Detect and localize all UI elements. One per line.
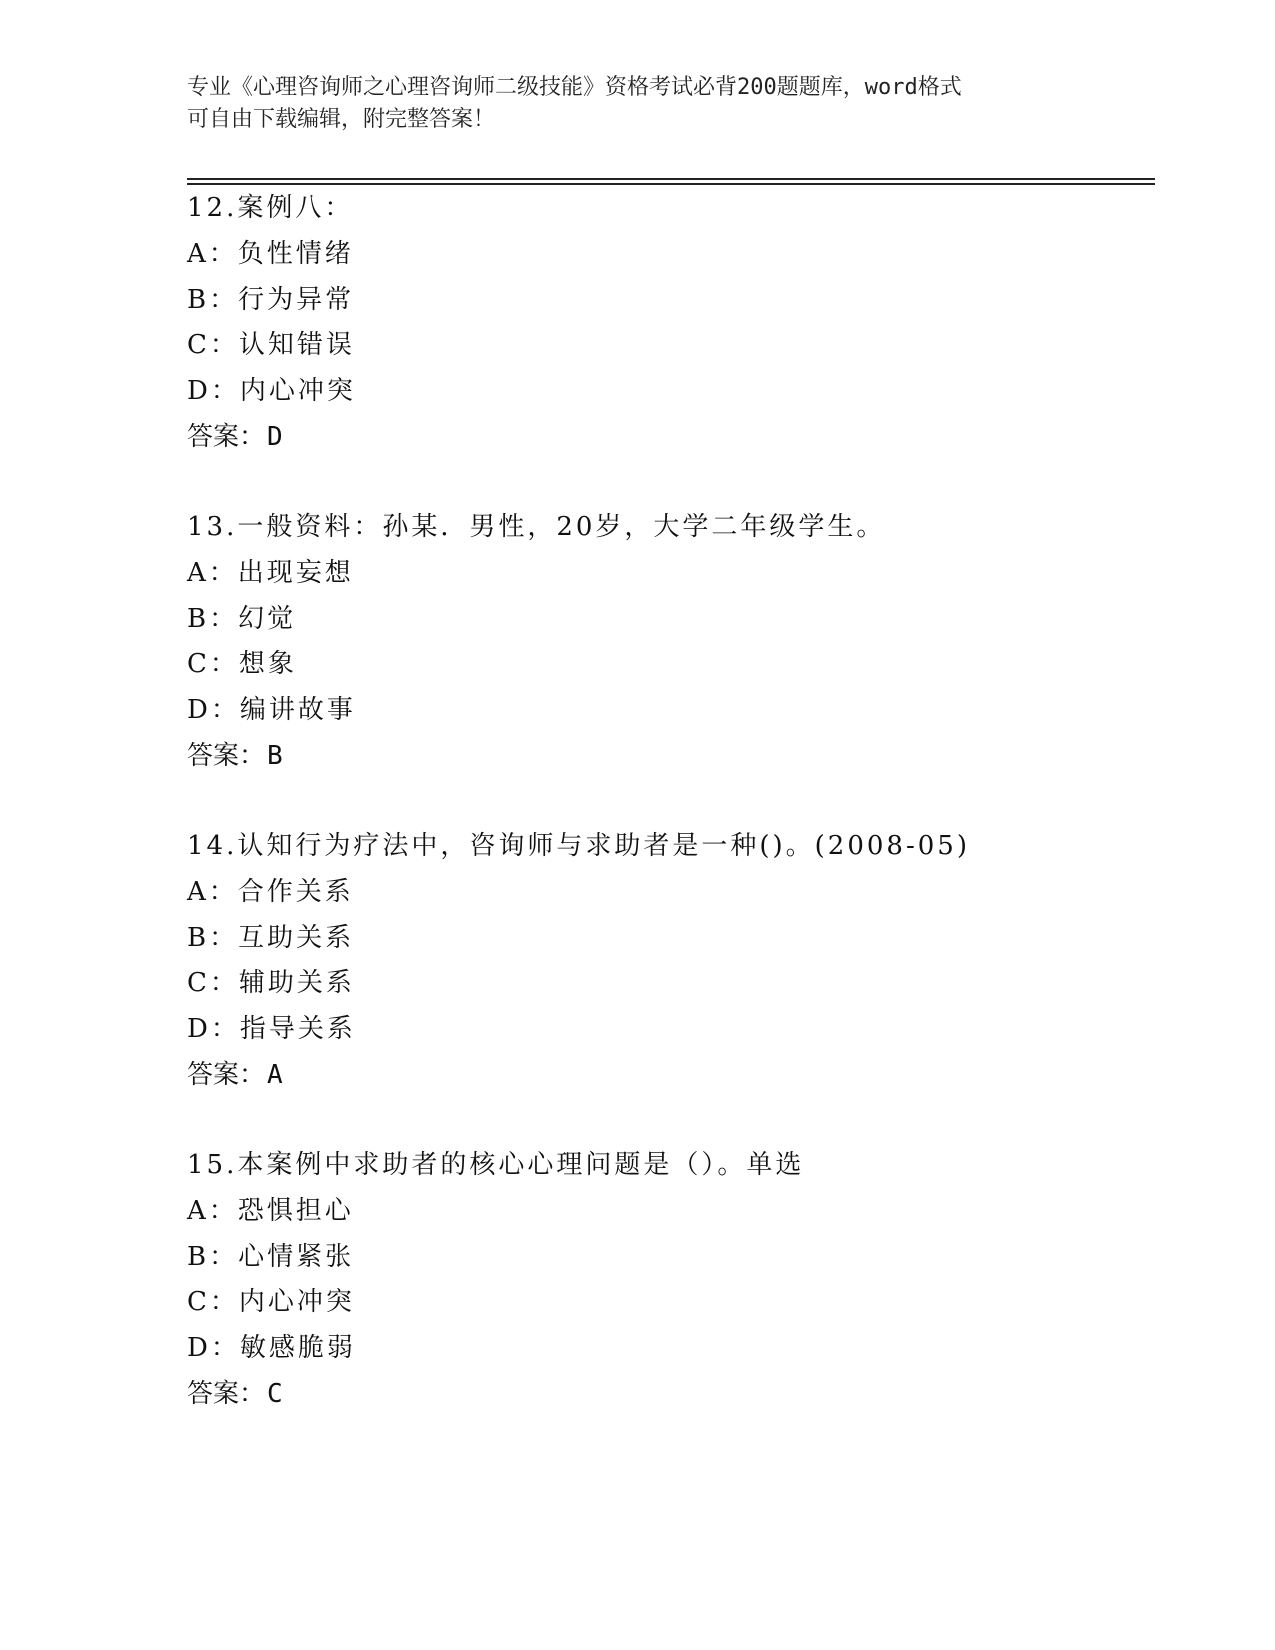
option-c: C：想象 (187, 649, 297, 680)
answer-line (187, 415, 1187, 461)
option-a: A：负性情绪 (187, 238, 354, 269)
option-d: D：编讲故事 (187, 695, 356, 726)
answer-label: 答案： (187, 421, 266, 452)
option-c: C：辅助关系 (187, 968, 355, 999)
question-stem: 14.认知行为疗法中，咨询师与求助者是一种()。(2008-05) (187, 831, 970, 861)
answer-label: 答案： (187, 1378, 266, 1409)
answer-value: A (267, 1059, 283, 1090)
option-c: C：内心冲突 (187, 1287, 355, 1318)
option-a: A：合作关系 (187, 876, 354, 907)
question-stem: 13.一般资料：孙某．男性，20岁，大学二年级学生。 (187, 512, 886, 542)
option-a: A：出现妄想 (187, 557, 354, 588)
answer-line (187, 1372, 1187, 1418)
header-line-1: 专业《心理咨询师之心理咨询师二级技能》资格考试必背200题题库，word格式 (187, 75, 962, 100)
option-b: B：心情紧张 (187, 1241, 355, 1272)
header-divider-bottom (187, 183, 1155, 185)
option-b: B：互助关系 (187, 922, 355, 953)
answer-value: C (267, 1378, 283, 1409)
answer-label: 答案： (187, 1059, 266, 1090)
option-b: B：行为异常 (187, 284, 355, 315)
option-a: A：恐惧担心 (187, 1195, 354, 1226)
question-stem: 12.案例八： (187, 193, 354, 223)
option-c: C：认知错误 (187, 330, 355, 361)
answer-label: 答案： (187, 740, 266, 771)
option-d: D：指导关系 (187, 1014, 356, 1045)
document-header (187, 72, 1087, 136)
answer-line (187, 1053, 1187, 1099)
option-b: B：幻觉 (187, 603, 297, 634)
header-divider-top (187, 178, 1155, 180)
header-line-2: 可自由下载编辑，附完整答案！ (187, 107, 496, 132)
question-12 (187, 186, 1187, 461)
answer-value: B (267, 740, 283, 771)
option-d: D：敏感脆弱 (187, 1333, 356, 1364)
question-14 (187, 824, 1187, 1099)
question-stem: 15.本案例中求助者的核心心理问题是（）。单选 (187, 1150, 805, 1180)
question-15 (187, 1143, 1187, 1418)
question-13 (187, 505, 1187, 780)
answer-value: D (267, 421, 283, 452)
answer-line (187, 734, 1187, 780)
option-d: D：内心冲突 (187, 376, 356, 407)
